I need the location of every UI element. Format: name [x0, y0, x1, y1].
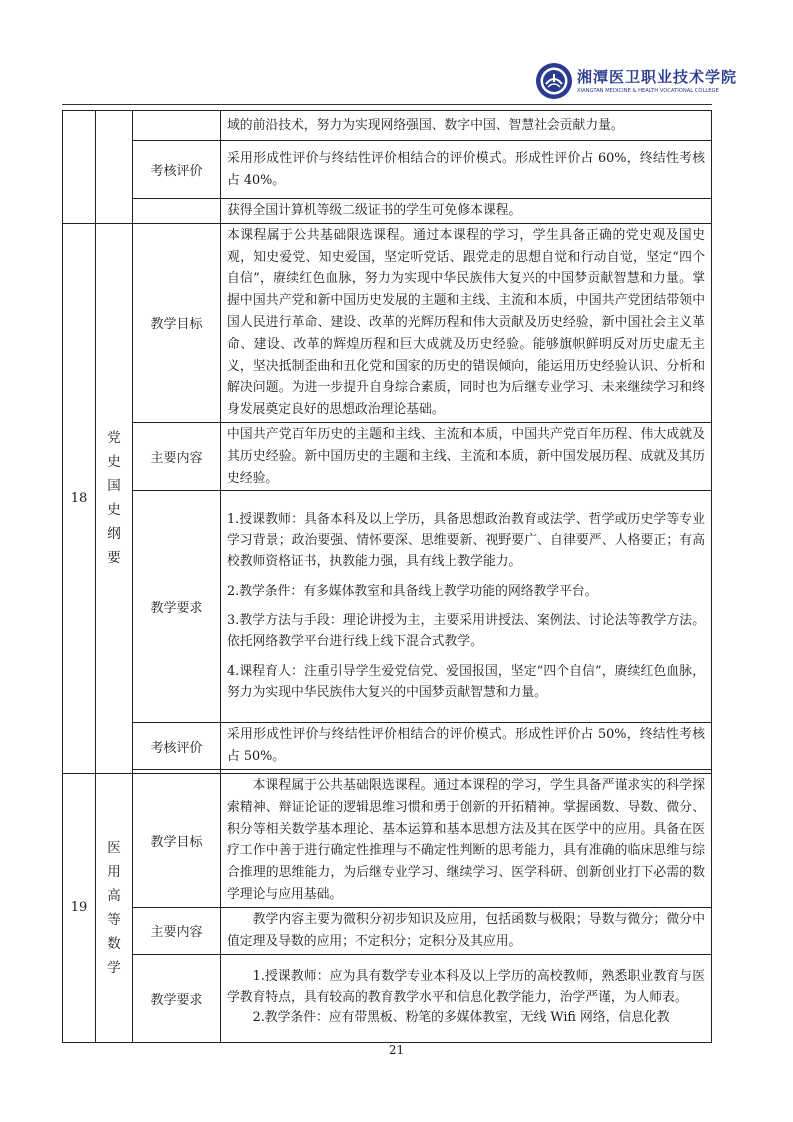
- header-rule: [62, 104, 712, 105]
- course-name-char: 党: [107, 430, 121, 447]
- requirement-list: [221, 954, 712, 1042]
- course-number: 18: [63, 223, 96, 773]
- college-seal-icon: [535, 62, 573, 100]
- page-number: 21: [388, 1043, 405, 1057]
- table-row: [63, 907, 712, 954]
- content-text: 教学内容主要为微积分初步知识及应用，包括函数与极限；导数与微分；微分中值定理及导数的应用；不定积分；定积分及其应用。: [221, 907, 712, 954]
- assessment-text: 采用形成性评价与终结性评价相结合的评价模式。形成性评价占 60%，终结性考核占 40%。: [221, 141, 712, 199]
- course-name-char: 高: [107, 887, 121, 904]
- section-label-cell: [133, 199, 221, 224]
- table-row: [63, 223, 712, 422]
- table-row: [63, 723, 712, 770]
- course-name: [96, 773, 133, 1042]
- course-name-char: 学: [107, 959, 121, 976]
- table-row: [63, 773, 712, 907]
- course-name-char: 用: [107, 863, 121, 880]
- assessment-text: 采用形成性评价与终结性评价相结合的评价模式。形成性评价占 50%，终结性考核占 50%。: [221, 723, 712, 770]
- course-name-char: 史: [107, 502, 121, 519]
- college-logo: [535, 62, 738, 102]
- table-row: [63, 954, 712, 1042]
- exemption-note: 获得全国计算机等级二级证书的学生可免修本课程。: [221, 199, 712, 224]
- list-item: 2.教学条件：应有带黑板、粉笔的多媒体教室，无线 Wifi 网络，信息化教: [252, 1010, 670, 1026]
- course-name-char: 史: [107, 454, 121, 471]
- table-row: [63, 422, 712, 490]
- course-name-char: 纲: [107, 526, 121, 543]
- assessment-label: 考核评价: [133, 141, 221, 199]
- curriculum-table: [62, 110, 712, 1043]
- objective-label: 教学目标: [133, 773, 221, 907]
- course-name-cell: [96, 111, 133, 224]
- course-name-char: 医: [107, 839, 121, 856]
- table-row: [63, 111, 712, 141]
- content-label: 主要内容: [133, 907, 221, 954]
- objective-label: 教学目标: [133, 223, 221, 422]
- requirement-label: 教学要求: [133, 954, 221, 1042]
- objective-text: 本课程属于公共基础限选课程。通过本课程的学习，学生具备严谨求实的科学探索精神、辩证论证的逻辑思维习惯和勇于创新的开拓精神。掌握函数、导数、微分、积分等相关数学基本理论、基本运算和基本思想方法及其在医学中的应用。具备在医疗工作中善于进行确定性推理与不确定性判断的思考能力，具有准确的临床思维与综合推理的思维能力，为后继专业学习、继续学习、医学科研、创新创业打下必需的数学理论与应用基础。: [221, 773, 712, 907]
- requirement-list: [221, 491, 712, 723]
- objective-tail: 域的前沿技术，努力为实现网络强国、数字中国、智慧社会贡献力量。: [221, 111, 712, 141]
- course-number: 19: [63, 773, 96, 1042]
- table-row: [63, 491, 712, 723]
- course-name-char: 数: [107, 935, 121, 952]
- list-item: 2.教学条件：有多媒体教室和具备线上教学功能的网络教学平台。: [227, 583, 598, 599]
- course-name-char: 等: [107, 911, 121, 928]
- course-name-char: 要: [107, 550, 121, 567]
- requirement-label: 教学要求: [133, 491, 221, 723]
- list-item: 1.授课教师：具备本科及以上学历，具备思想政治教育或法学、哲学或历史学等专业学习背景；政治要强、情怀要深、思维要新、视野要广、自律要严、人格要正；有高校教师资格证书，执教能力强，具有线上教学能力。: [227, 512, 705, 569]
- list-item: 4.课程育人：注重引导学生爱党信党、爱国报国，坚定“四个自信”，赓续红色血脉，努力为实现中华民族伟大复兴的中国梦贡献智慧和力量。: [227, 663, 705, 700]
- course-name: [96, 223, 133, 773]
- list-item: 1.授课教师：应为具有数学专业本科及以上学历的高校教师，熟悉职业教育与医学教育特点，具有较高的教育教学水平和信息化教学能力，治学严谨，为人师表。: [227, 969, 705, 1005]
- content-text: 中国共产党百年历史的主题和主线、主流和本质，中国共产党百年历程、伟大成就及其历史经验。新中国历史的主题和主线、主流和本质，新中国发展历程、成就及其历史经验。: [221, 422, 712, 490]
- college-name-cn: 湘潭医卫职业技术学院: [577, 68, 738, 86]
- course-number-cell: [63, 111, 96, 224]
- content-label: 主要内容: [133, 422, 221, 490]
- table-row: [63, 199, 712, 224]
- section-label-cell: [133, 111, 221, 141]
- assessment-label: 考核评价: [133, 723, 221, 770]
- table-row: [63, 141, 712, 199]
- college-name-en: XIANGTAN MEDICINE & HEALTH VOCATIONAL COLLEGE: [577, 88, 719, 94]
- objective-text: 本课程属于公共基础限选课程。通过本课程的学习，学生具备正确的党史观及国史观，知史爱党、知史爱国，坚定听党话、跟党走的思想自觉和行动自觉，坚定“四个自信”，赓续红色血脉，努力为实现中华民族伟大复兴的中国梦贡献智慧和力量。掌握中国共产党和新中国历史发展的主题和主线、主流和本质，中国共产党团结带领中国人民进行革命、建设、改革的光辉历程和伟大贡献及历史经验，新中国社会主义革命、建设、改革的辉煌历程和巨大成就及历史经验。能够旗帜鲜明反对历史虚无主义，坚决抵制歪曲和丑化党和国家的历史的错误倾向，能运用历史经验认识、分析和解决问题。为进一步提升自身综合素质，同时也为后继专业学习、未来继续学习和终身发展奠定良好的思想政治理论基础。: [221, 223, 712, 422]
- course-name-char: 国: [107, 478, 121, 495]
- list-item: 3.教学方法与手段：理论讲授为主，主要采用讲授法、案例法、讨论法等教学方法。依托网络教学平台进行线上线下混合式教学。: [227, 613, 705, 650]
